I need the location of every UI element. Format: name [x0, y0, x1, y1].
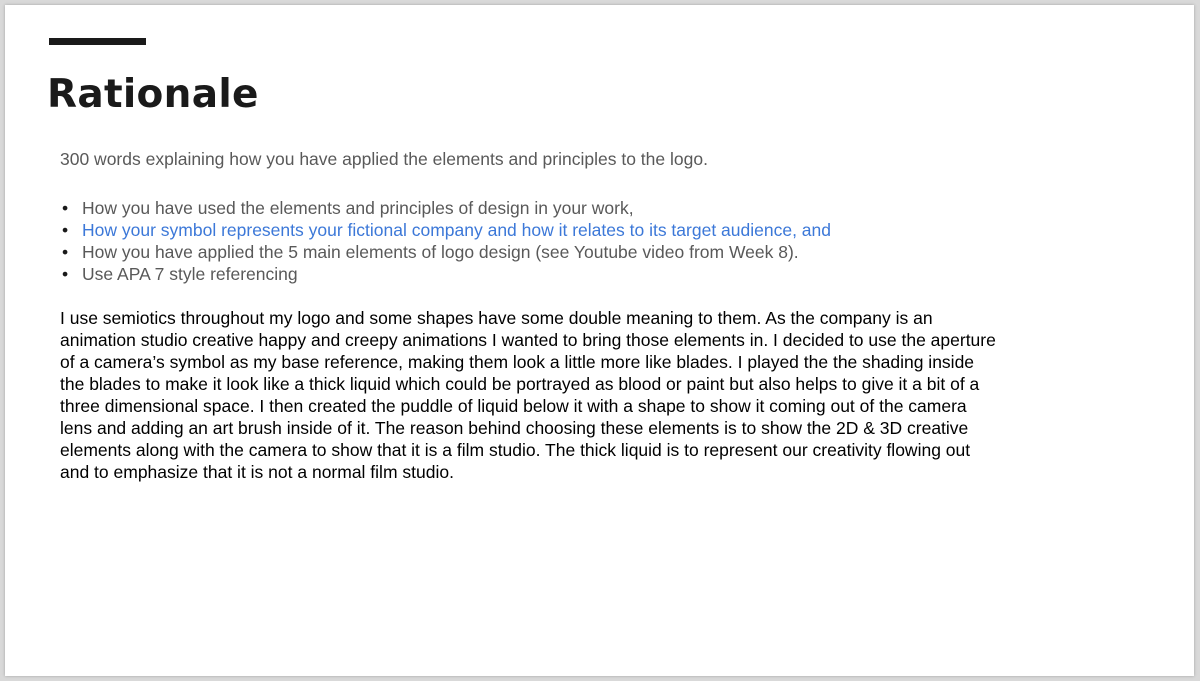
bullet-item [60, 263, 831, 285]
bullet-marker: • [62, 220, 69, 240]
body-line: three dimensional space. I then created the puddle of liquid below it with a shape to show it coming out of the camera [60, 396, 967, 416]
body-line: animation studio creative happy and creepy animations I wanted to bring those elements in. I decided to use the aperture [60, 330, 996, 350]
body-line: I use semiotics throughout my logo and some shapes have some double meaning to them. As the company is an [60, 308, 933, 328]
bullet-marker: • [62, 198, 69, 218]
bullet-item [60, 197, 831, 219]
slide [5, 5, 1194, 676]
bullet-marker: • [62, 242, 69, 262]
body-line: elements along with the camera to show that it is a film studio. The thick liquid is to represent our creativity flowing out [60, 440, 971, 460]
rationale-body [60, 307, 1050, 483]
body-line: lens and adding an art brush inside of it. The reason behind choosing these elements is to show the 2D & 3D creative [60, 418, 969, 438]
bullet-text: How you have used the elements and principles of design in your work, [82, 198, 634, 218]
instruction-bullet-list [60, 197, 831, 285]
slide-title: Rationale [47, 72, 259, 117]
title-accent-bar [49, 38, 146, 45]
body-line: the blades to make it look like a thick liquid which could be portrayed as blood or paint but also helps to give it a bit of a [60, 374, 980, 394]
body-line: and to emphasize that it is not a normal film studio. [60, 462, 454, 482]
body-line: of a camera’s symbol as my base reference, making them look a little more like blades. I played the the shading inside [60, 352, 975, 372]
bullet-item [60, 219, 831, 241]
bullet-text: How your symbol represents your fictional company and how it relates to its target audience, and [82, 220, 831, 240]
bullet-text: How you have applied the 5 main elements of logo design (see Youtube video from Week 8). [82, 242, 799, 262]
bullet-marker: • [62, 264, 69, 284]
bullet-text: Use APA 7 style referencing [82, 264, 298, 284]
instruction-intro: 300 words explaining how you have applied the elements and principles to the logo. [60, 149, 708, 169]
bullet-item [60, 241, 831, 263]
